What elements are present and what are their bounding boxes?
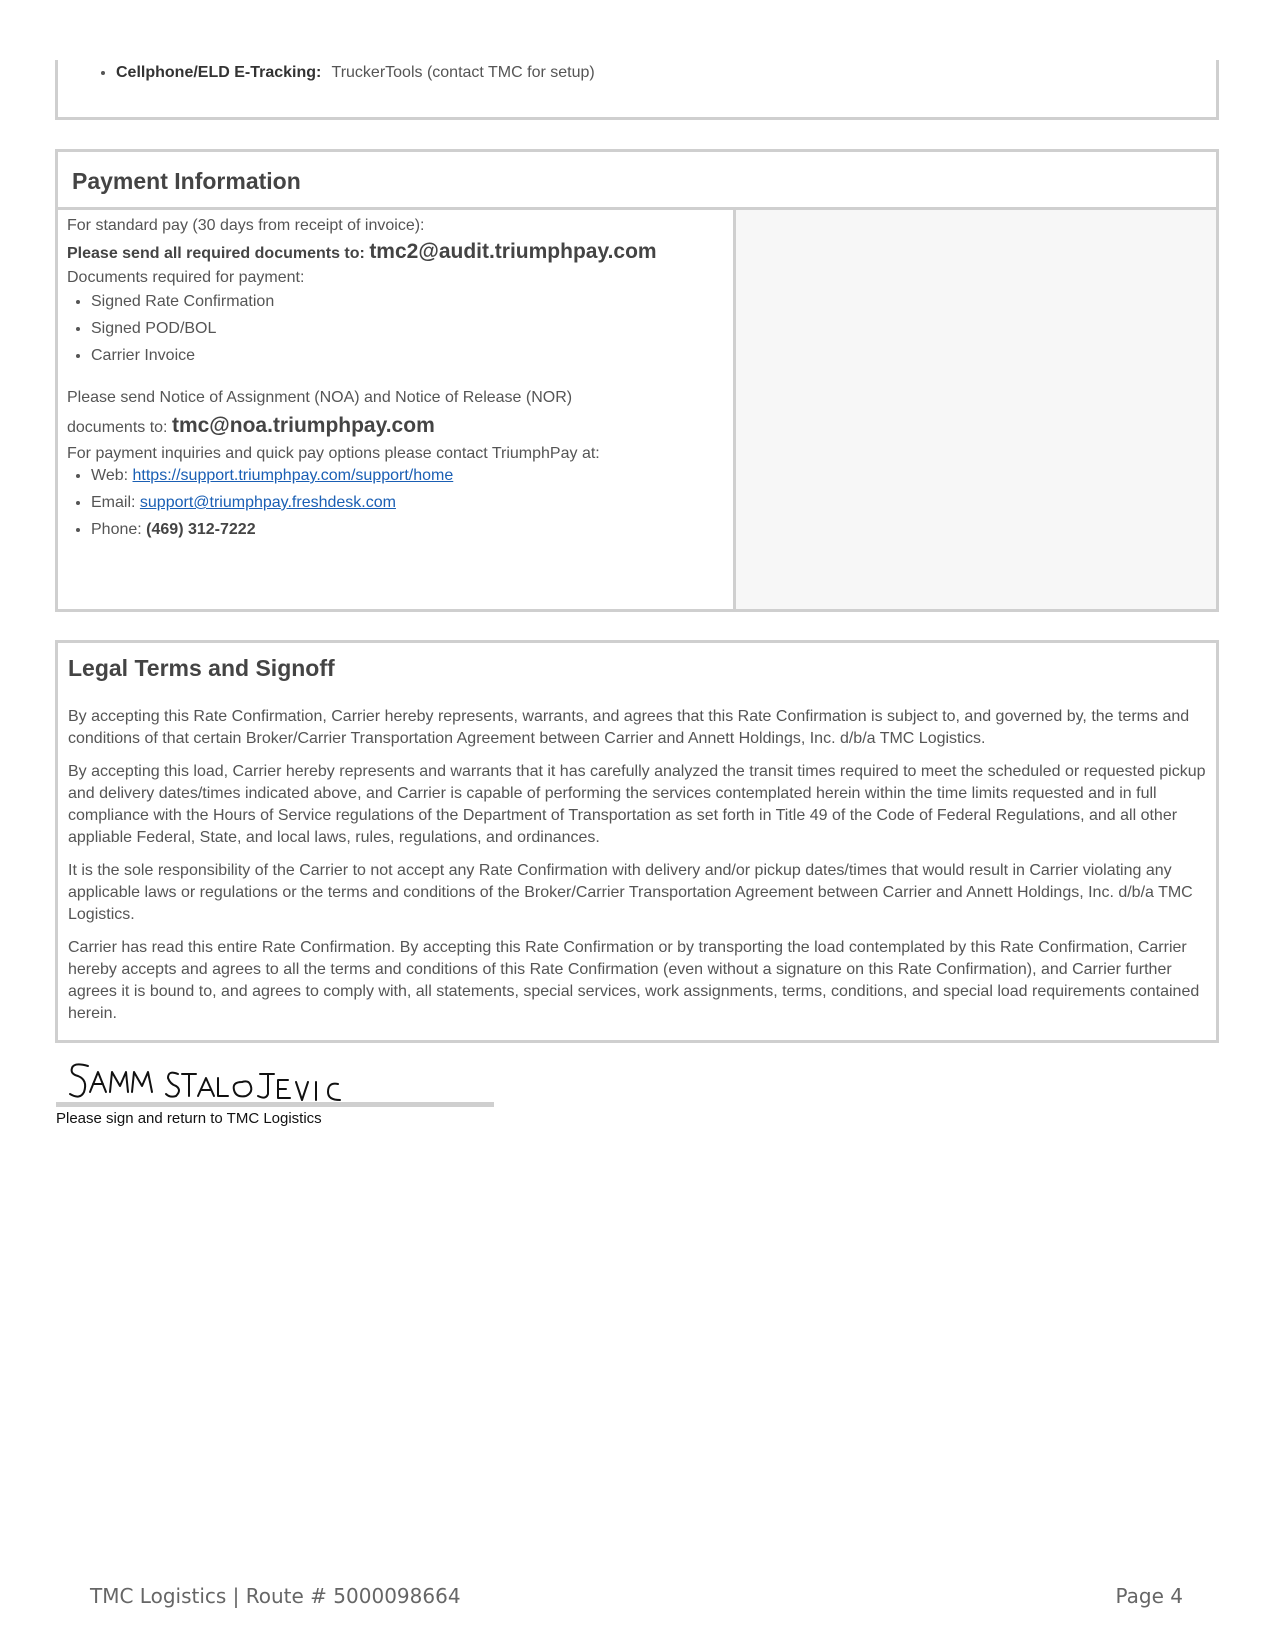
tracking-list [58, 64, 595, 82]
list-item: • Carrier Invoice [91, 346, 733, 366]
payment-section [55, 149, 1219, 612]
legal-paragraph: It is the sole responsibility of the Carrier to not accept any Rate Confirmation with delivery and/or pickup dates/times that would result in Carrier violating any applicable laws or regulations or the terms and conditions of the Broker/Carrier Transportation Agreement between Carrier and Annett Holdings, Inc. d/b/a TMC Logistics. [68, 862, 1193, 923]
list-item: • Signed POD/BOL [91, 319, 733, 339]
inquiries-text: For payment inquiries and quick pay options please contact TriumphPay at: [67, 445, 600, 462]
audit-email[interactable]: tmc2@audit.triumphpay.com [369, 240, 657, 263]
noa-line: Please send Notice of Assignment (NOA) and Notice of Release (NOR) [67, 389, 573, 406]
payment-details [58, 210, 736, 609]
payment-title: Payment Information [72, 168, 301, 194]
tracking-label: Cellphone/ELD E-Tracking: [116, 64, 322, 81]
legal-title: Legal Terms and Signoff [68, 655, 335, 681]
payment-side-panel [736, 210, 1216, 609]
web-contact [91, 466, 733, 486]
list-item: • Signed Rate Confirmation [91, 292, 733, 312]
support-email-link[interactable]: support@triumphpay.freshdesk.com [139, 494, 396, 511]
phone-label: Phone: [91, 521, 142, 538]
page-number: Page 4 [1115, 1584, 1183, 1608]
sign-instruction: Please sign and return to TMC Logistics [56, 1110, 322, 1127]
email-contact [91, 493, 733, 513]
tracking-section [55, 60, 1219, 120]
legal-paragraph: By accepting this Rate Confirmation, Carrier hereby represents, warrants, and agrees that this Rate Confirmation is subject to, and governed by, the terms and conditions of that certain Broker/Carrier Transportation Agreement between Carrier and Annett Holdings, Inc. d/b/a TMC Logistics. [68, 708, 1190, 747]
support-web-link[interactable]: https://support.triumphpay.com/support/home [132, 467, 454, 484]
tracking-value: TruckerTools (contact TMC for setup) [331, 64, 595, 81]
docs-list [67, 292, 733, 366]
noa-prefix: documents to: [67, 419, 168, 436]
noa-email[interactable]: tmc@noa.triumphpay.com [171, 414, 435, 437]
phone-number: (469) 312-7222 [146, 521, 256, 538]
footer-route: TMC Logistics | Route # 5000098664 [90, 1584, 461, 1608]
legal-paragraph: By accepting this load, Carrier hereby represents and warrants that it has carefully analyzed the transit times required to meet the scheduled or requested pickup and delivery dates/times indicated above, and Carrier is capable of performing the services contemplated herein within the time limits requested and in full compliance with the Hours of Service regulations of the Department of Transportation as set forth in Title 49 of the Code of Federal Regulations, and all other appliable Federal, State, and local laws, rules, regulations, and ordinances. [68, 763, 1206, 846]
phone-contact [91, 520, 733, 540]
noa-line-2 [67, 416, 733, 438]
standard-pay-text: For standard pay (30 days from receipt of invoice): [67, 217, 425, 234]
send-docs-line [67, 242, 733, 264]
docs-required-text: Documents required for payment: [67, 269, 305, 286]
payment-header [58, 152, 1216, 210]
legal-paragraph: Carrier has read this entire Rate Confirmation. By accepting this Rate Confirmation or by transporting the load contemplated by this Rate Confirmation, Carrier hereby accepts and agrees to all the terms and conditions of this Rate Confirmation (even without a signature on this Rate Confirmation), and Carrier further agrees it is bound to, and agrees to comply with, all statements, special services, work assignments, terms, conditions, and special load requirements contained herein. [68, 939, 1200, 1022]
signature-line [56, 1102, 494, 1107]
tracking-item [116, 64, 595, 82]
legal-section [55, 640, 1219, 1043]
contact-list [67, 466, 733, 540]
signature-image [66, 1060, 366, 1106]
email-label: Email: [91, 494, 136, 511]
send-docs-label: Please send all required documents to: [67, 245, 365, 262]
web-label: Web: [91, 467, 129, 484]
